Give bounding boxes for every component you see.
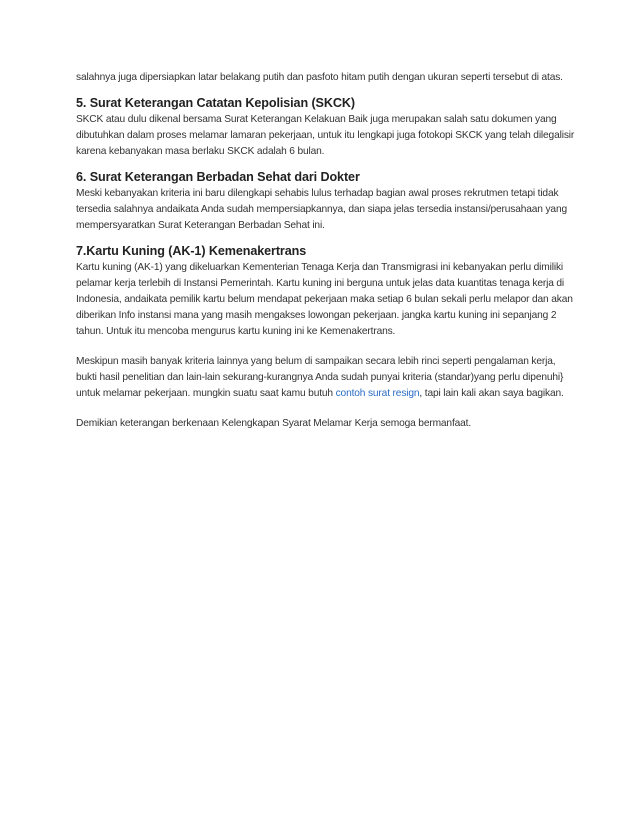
final-line: Demikian keterangan berkenaan Kelengkapan Syarat Melamar Kerja semoga bermanfaat. [76,418,472,429]
section-body-skck: SKCK atau dulu dikenal bersama Surat Keterangan Kelakuan Baik juga merupakan salah satu dokumen yang dibutuhkan dalam proses melamar lamaran pekerjaan, untuk itu lengkapi juga fotokopi SKCK yang telah dilegalisir karena kebanyakan masa berlaku SKCK adalah 6 bulan. [76,114,575,157]
document-page [76,70,576,432]
closing-paragraph [76,354,576,402]
resign-letter-example-link[interactable]: contoh surat resign [335,388,420,399]
closing-text-before-link: Meskipun masih banyak kriteria lainnya yang belum di sampaikan secara lebih rinci seperti pengalaman kerja, bukti hasil penelitian dan lain-lain sekurang-kurangnya Anda sudah punyai kriteria (standar)yang perlu dipenuhi} untuk melamar pekerjaan. mungkin suatu saat kamu butuh [76,356,564,399]
section-heading-yellow-card: 7.Kartu Kuning (AK-1) Kemenakertrans [76,244,307,258]
section-body-health-certificate: Meski kebanyakan kriteria ini baru dilengkapi sehabis lulus terhadap bagian awal proses rekrutmen tetapi tidak tersedia salahnya andaikata Anda sudah mempersiapkannya, dan siapa jelas tersedia instansi/perusahaan yang mempersyaratkan Surat Keterangan Berbadan Sehat ini. [76,188,567,231]
section-heading-health-certificate: 6. Surat Keterangan Berbadan Sehat dari Dokter [76,170,360,184]
section-heading-skck: 5. Surat Keterangan Catatan Kepolisian (SKCK) [76,96,355,110]
intro-paragraph-tail: salahnya juga dipersiapkan latar belakang putih dan pasfoto hitam putih dengan ukuran seperti tersebut di atas. [76,72,563,83]
section-body-yellow-card: Kartu kuning (AK-1) yang dikeluarkan Kementerian Tenaga Kerja dan Transmigrasi ini kebanyakan perlu dimiliki pelamar kerja terlebih di Instansi Pemerintah. Kartu kuning ini berguna untuk jelas data kuantitas tenaga kerja di Indonesia, andaikata pemilik kartu belum mendapat pekerjaan maka setiap 6 bulan sekali perlu melapor dan akan diberikan Info instansi mana yang masih mengakses lowongan pekerjaan. jangka kartu kuning ini sepanjang 2 tahun. Untuk itu mencoba mengurus kartu kuning ini ke Kemenakertrans. [76,262,573,337]
closing-text-after-link: , tapi lain kali akan saya bagikan. [419,388,564,399]
